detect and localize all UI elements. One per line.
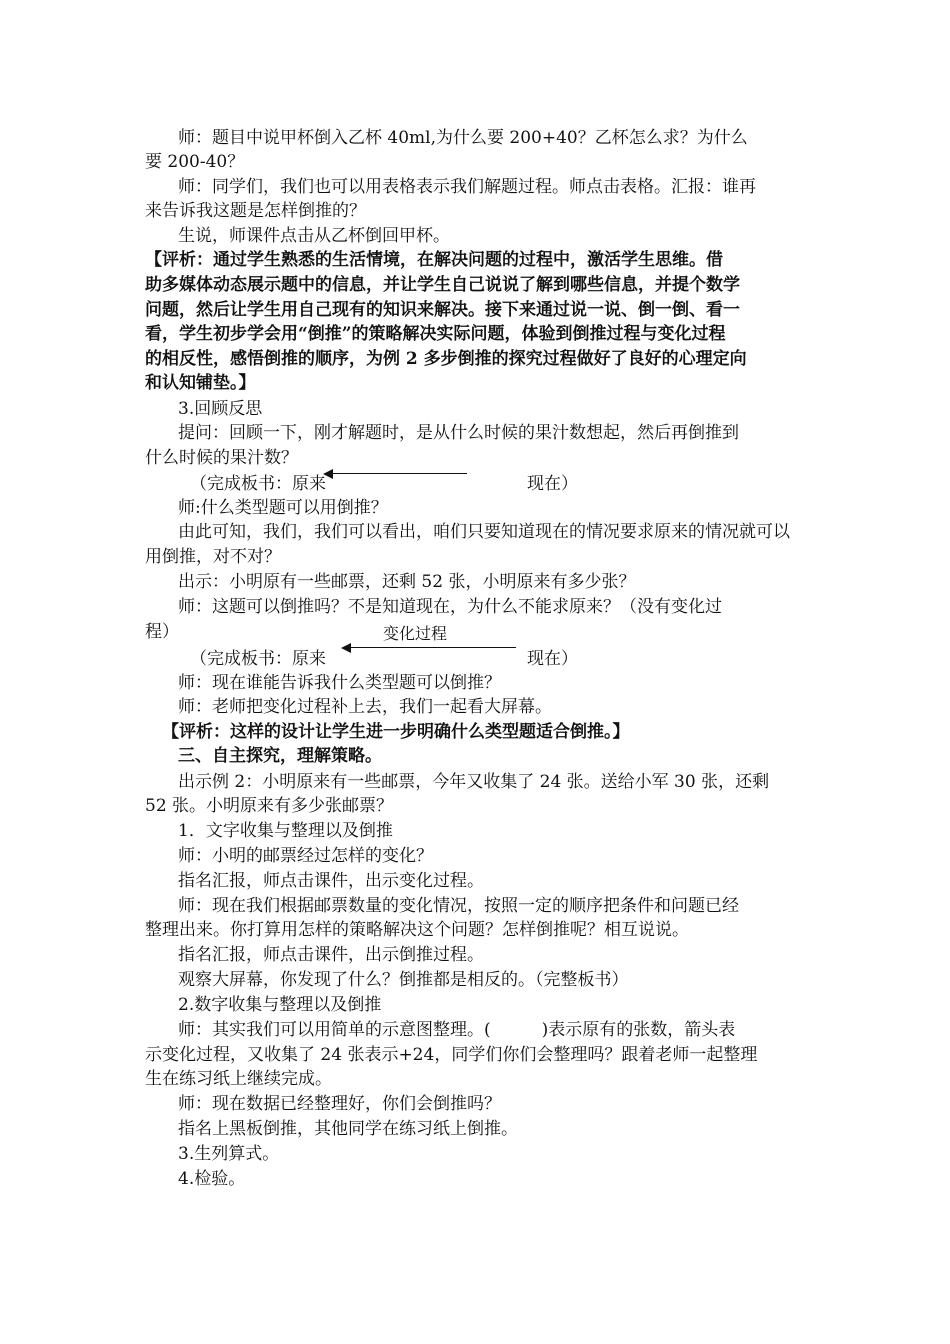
paragraph-line: 师：这题可以倒推吗？不是知道现在，为什么不能求原来？（没有变化过 [178,597,722,617]
paragraph-line: 师：老师把变化过程补上去，我们一起看大屏幕。 [178,697,552,717]
paragraph-line: 出示：小明原有一些邮票，还剩 52 张，小明原来有多少张？ [178,572,636,592]
section-heading: 三、自主探究，理解策略。 [178,746,382,766]
paragraph-line: 出示例 2：小明原来有一些邮票，今年又收集了 24 张。送给小军 30 张，还剩 [178,772,770,792]
paragraph-line: 52 张。小明原来有多少张邮票？ [145,796,394,816]
paragraph-line: 师：小明的邮票经过怎样的变化？ [178,846,433,866]
paragraph-line: 整理出来。你打算用怎样的策略解决这个问题？怎样倒推呢？相互说说。 [145,920,689,940]
arrow-line [348,647,516,648]
section-heading: 3.回顾反思 [178,399,263,419]
paragraph-line: 用倒推，对不对？ [145,547,281,567]
board-note-end: 现在） [527,474,578,494]
commentary-line: 【评析：通过学生熟悉的生活情境，在解决问题的过程中，激活学生思维。借 [145,250,723,270]
paragraph-line: 指名上黑板倒推，其他同学在练习纸上倒推。 [178,1119,518,1139]
paragraph-line: 师：现在数据已经整理好，你们会倒推吗？ [178,1094,501,1114]
paragraph-line: 生说，师课件点击从乙杯倒回甲杯。 [178,226,450,246]
board-note-start: （完成板书：原来 [190,649,326,669]
paragraph-line: 师：现在我们根据邮票数量的变化情况，按照一定的顺序把条件和问题已经 [178,896,739,916]
paragraph-line: 师:什么类型题可以用倒推？ [178,498,388,518]
board-note-end: 现在） [527,649,578,669]
commentary-line: 看，学生初步学会用“倒推”的策略解决实际问题，体验到倒推过程与变化过程 [145,324,726,344]
commentary-line: 助多媒体动态展示题中的信息，并让学生自己说说了解到哪些信息，并提个数学 [145,275,740,295]
paragraph-line: 师：题目中说甲杯倒入乙杯 40ml,为什么要 200+40？乙杯怎么求？为什么 [178,128,748,148]
section-heading: 4.检验。 [178,1169,246,1189]
paragraph-line: 来告诉我这题是怎样倒推的？ [145,201,366,221]
commentary-line: 和认知铺垫。】 [145,373,256,393]
section-heading: 1．文字收集与整理以及倒推 [178,821,393,841]
section-heading: 2.数字收集与整理以及倒推 [178,995,382,1015]
arrow-left-icon [323,469,333,479]
paragraph-line: 什么时候的果汁数？ [145,448,298,468]
paragraph-line: 示变化过程，又收集了 24 张表示+24，同学们你们会整理吗？跟着老师一起整理 [145,1045,758,1065]
commentary-line: 的相反性，感悟倒推的顺序，为例 2 多步倒推的探究过程做好了良好的心理定向 [145,349,747,369]
paragraph-line: 师：其实我们可以用简单的示意图整理。( )表示原有的张数，箭头表 [178,1020,736,1040]
arrow-label: 变化过程 [383,624,448,643]
arrow-left-icon [341,643,351,653]
board-note-start: （完成板书：原来 [190,474,326,494]
arrow-line [330,473,467,474]
paragraph-line: 指名汇报，师点击课件，出示倒推过程。 [178,945,484,965]
paragraph-line: 指名汇报，师点击课件，出示变化过程。 [178,871,484,891]
paragraph-line: 观察大屏幕，你发现了什么？倒推都是相反的。（完整板书） [178,970,629,990]
commentary-line: 问题，然后让学生用自己现有的知识来解决。接下来通过说一说、倒一倒、看一 [145,300,740,320]
paragraph-line: 由此可知，我们，我们可以看出，咱们只要知道现在的情况要求原来的情况就可以 [178,522,790,542]
section-heading: 3.生列算式。 [178,1144,280,1164]
paragraph-line: 提问：回顾一下，刚才解题时，是从什么时候的果汁数想起，然后再倒推到 [178,423,739,443]
paragraph-line: 师：同学们，我们也可以用表格表示我们解题过程。师点击表格。汇报：谁再 [178,177,756,197]
paragraph-line: 程） [145,622,179,642]
paragraph-line: 要 200-40？ [145,152,245,172]
commentary-line: 【评析：这样的设计让学生进一步明确什么类型题适合倒推。】 [162,722,630,742]
paragraph-line: 师：现在谁能告诉我什么类型题可以倒推？ [178,673,501,693]
paragraph-line: 生在练习纸上继续完成。 [145,1069,332,1089]
